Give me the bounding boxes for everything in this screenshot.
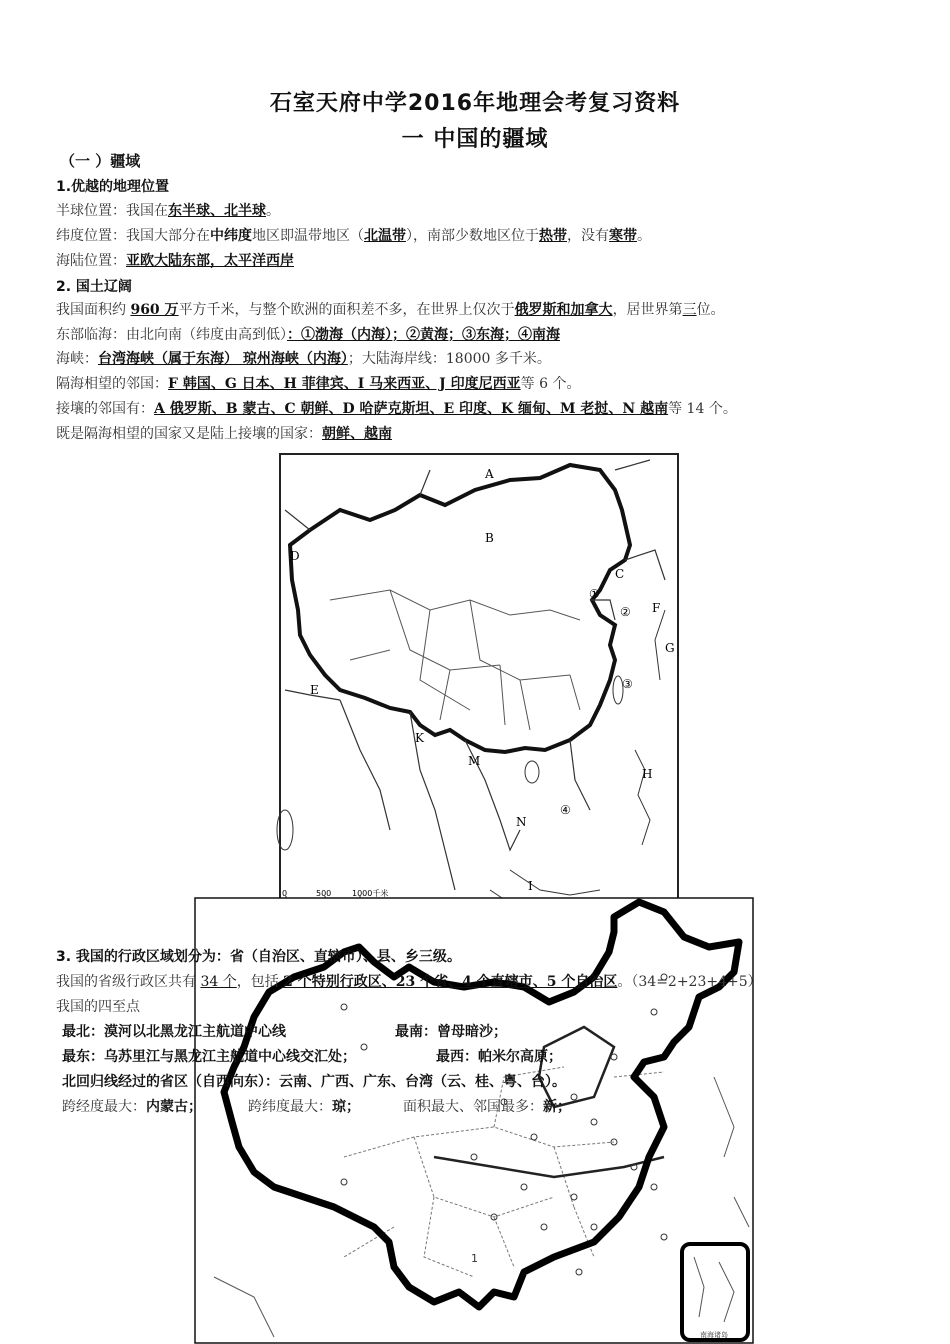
label-B: B <box>485 531 494 545</box>
map-frame <box>280 454 678 914</box>
provinces-count-line: 我国的省级行政区共有 34 个，包括 2 个特别行政区、23 个省、4 个直辖市、5 个自治区。（34=2+23+4+5） <box>56 974 762 990</box>
subheading-vast-territory: 2. 国土辽阔 <box>56 279 132 295</box>
label-bohai: ① <box>589 587 600 601</box>
svg-text:500: 500 <box>316 889 332 898</box>
label-M: M <box>468 754 481 768</box>
label-east-sea: ③ <box>622 677 633 691</box>
label-H: H <box>642 767 653 781</box>
label-south-sea: ④ <box>560 803 571 817</box>
document-title: 石室天府中学2016年地理会考复习资料 <box>269 91 681 116</box>
label-N: N <box>516 815 527 829</box>
subheading-location: 1.优越的地理位置 <box>56 179 170 195</box>
hemisphere-value: 东半球、北半球 <box>168 203 266 219</box>
area-line: 我国面积约 960 万平方千米，与整个欧洲的面积差不多，在世界上仅次于俄罗斯和加拿大，居世界第三位。 <box>56 302 725 318</box>
seas-line: 东部临海：由北向南（纬度由高到低）：①渤海（内海）；②黄海；③东海；④南海 <box>56 327 560 343</box>
eastmost-line: 最东：乌苏里江与黑龙江主航道中心线交汇处； <box>62 1049 356 1065</box>
sea-neighbors-line: 隔海相望的邻国：F 韩国、G 日本、H 菲律宾、I 马来西亚、J 印度尼西亚等 6 个。 <box>56 376 581 392</box>
label-G: G <box>665 641 675 655</box>
label-E: E <box>310 683 319 697</box>
both-neighbors-line: 既是隔海相望的国家又是陆上接壤的国家：朝鲜、越南 <box>56 426 392 442</box>
chapter-title: 一 中国的疆域 <box>401 127 549 152</box>
map2-mark: 1 <box>471 1252 478 1265</box>
largest-area-line: 面积最大、邻国最多：新； <box>403 1099 571 1115</box>
svg-text:0: 0 <box>282 889 288 898</box>
land-neighbors-line: 接壤的邻国有：A 俄罗斯、B 蒙古、C 朝鲜、D 哈萨克斯坦、E 印度、K 缅甸、M 老挝、N 越南等 14 个。 <box>56 401 737 417</box>
westmost-line: 最西：帕米尔高原； <box>436 1049 562 1065</box>
sea-land-line: 海陆位置：亚欧大陆东部，太平洋西岸 <box>56 253 294 269</box>
label-K: K <box>415 731 424 745</box>
hemisphere-line: 半球位置：我国在东半球、北半球。 <box>56 203 280 219</box>
latitude-line: 纬度位置：我国大部分在中纬度地区即温带地区（北温带），南部少数地区位于热带，没有寒带。 <box>56 228 651 244</box>
span-lon-line: 跨经度最大：内蒙古； <box>62 1099 202 1115</box>
extreme-points-heading: 我国的四至点 <box>56 999 140 1015</box>
svg-text:1000千米: 1000千米 <box>352 889 389 898</box>
label-A: A <box>485 467 494 481</box>
label-C: C <box>615 567 625 581</box>
label-I: I <box>528 879 533 893</box>
admin-divisions-line: 3. 我国的行政区域划分为：省（自治区、直辖市）、县、乡三级。 <box>56 949 461 965</box>
label-D: D <box>290 549 300 563</box>
label-F: F <box>652 601 661 615</box>
span-lat-line: 跨纬度最大：琼； <box>248 1099 360 1115</box>
neighbors-map <box>270 450 682 920</box>
section-heading-territory: （一 ）疆域 <box>60 152 141 170</box>
northmost-line: 最北：漠河以北黑龙江主航道中心线 <box>62 1024 286 1040</box>
tropic-line: 北回归线经过的省区（自西向东）：云南、广西、广东、台湾（云、桂、粤、台）。 <box>62 1074 566 1090</box>
label-yellow-sea: ② <box>620 605 631 619</box>
south-china-sea-inset <box>682 1244 748 1340</box>
inset-label: 南海诸岛 <box>700 1331 728 1339</box>
strait-line: 海峡：台湾海峡（属于东海） 琼州海峡（内海）；大陆海岸线：18000 多千米。 <box>56 351 551 367</box>
southmost-line: 最南：曾母暗沙； <box>395 1024 507 1040</box>
